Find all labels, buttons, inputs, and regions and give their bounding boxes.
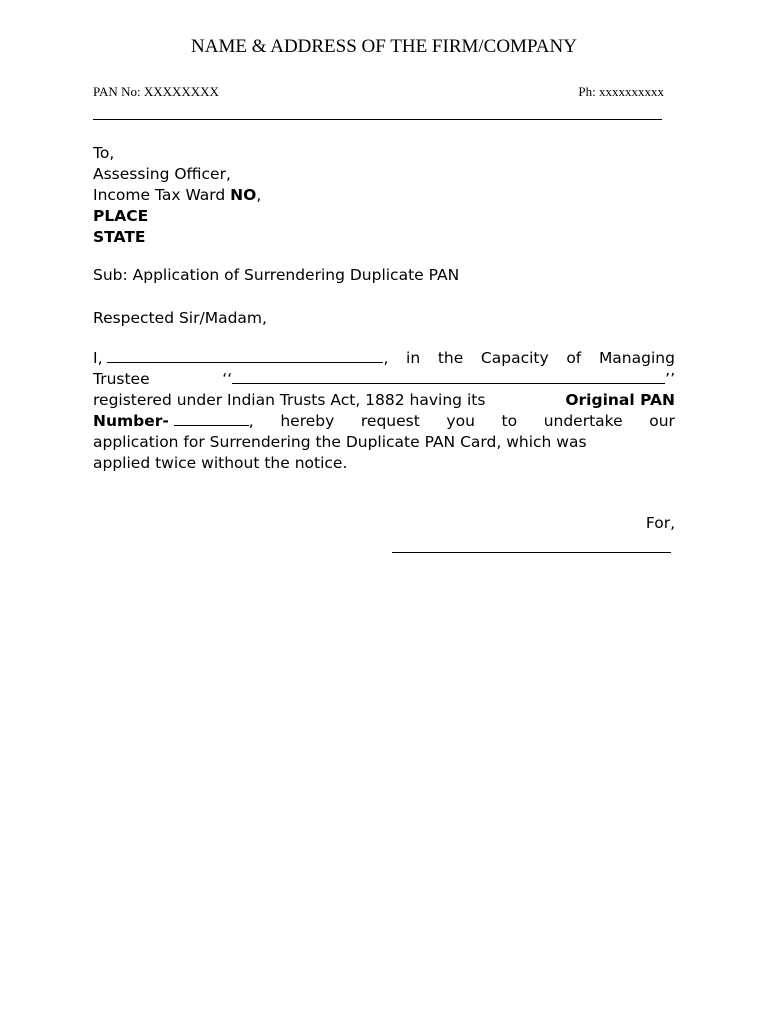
- pan-blank: [174, 411, 249, 426]
- word: hereby: [280, 412, 335, 430]
- ward-prefix: Income Tax Ward: [93, 186, 231, 204]
- letter-paragraph: [93, 348, 675, 474]
- word: the: [437, 349, 464, 367]
- original-pan-label: Original PAN: [565, 391, 675, 409]
- address-officer: Assessing Officer,: [93, 165, 231, 183]
- address-place: PLACE: [93, 207, 149, 225]
- word: Trustee: [93, 370, 150, 388]
- word: I,: [93, 349, 103, 367]
- word: ,: [383, 349, 389, 367]
- word: undertake: [543, 412, 623, 430]
- word: in: [406, 349, 421, 367]
- word: you: [446, 412, 475, 430]
- word: request: [360, 412, 420, 430]
- quote-close: ’’: [665, 370, 675, 388]
- firm-title: NAME & ADDRESS OF THE FIRM/COMPANY: [191, 36, 577, 57]
- word: Capacity: [480, 349, 549, 367]
- paragraph-line: [93, 369, 675, 390]
- paragraph-line: [93, 453, 675, 474]
- header-divider: [93, 119, 662, 120]
- name-blank: [107, 348, 383, 363]
- word: ,: [248, 412, 254, 430]
- address-state: STATE: [93, 228, 146, 246]
- text-segment: registered under Indian Trusts Act, 1882 having its: [93, 391, 486, 409]
- paragraph-line: [93, 411, 675, 432]
- subject-line: Sub: Application of Surrendering Duplicate PAN: [93, 266, 460, 284]
- word: our: [649, 412, 675, 430]
- line-segment: [222, 369, 675, 390]
- paragraph-line: [93, 432, 675, 453]
- text-segment: applied twice without the notice.: [93, 454, 348, 472]
- text-segment: application for Surrendering the Duplicate PAN Card, which was: [93, 433, 587, 451]
- word: to: [501, 412, 518, 430]
- pan-number-label: Number-: [93, 412, 169, 430]
- signature-line: [392, 552, 671, 553]
- ward-suffix: ,: [256, 186, 262, 204]
- address-ward: [93, 185, 675, 206]
- word: of: [566, 349, 582, 367]
- quote-open: ‘‘: [222, 370, 233, 388]
- phone-number: Ph: xxxxxxxxxx: [578, 84, 664, 99]
- trust-name-blank: [232, 369, 665, 384]
- word: Managing: [598, 349, 675, 367]
- paragraph-line: [93, 348, 675, 369]
- pan-number: PAN No: XXXXXXXX: [93, 84, 219, 99]
- line-segment: [93, 348, 388, 369]
- address-to: To,: [93, 144, 115, 162]
- ward-number: NO: [230, 186, 257, 204]
- line-segment: [93, 411, 254, 432]
- for-label: For,: [645, 514, 675, 532]
- salutation: Respected Sir/Madam,: [93, 309, 267, 327]
- recipient-address: [93, 143, 675, 248]
- paragraph-line: [93, 390, 675, 411]
